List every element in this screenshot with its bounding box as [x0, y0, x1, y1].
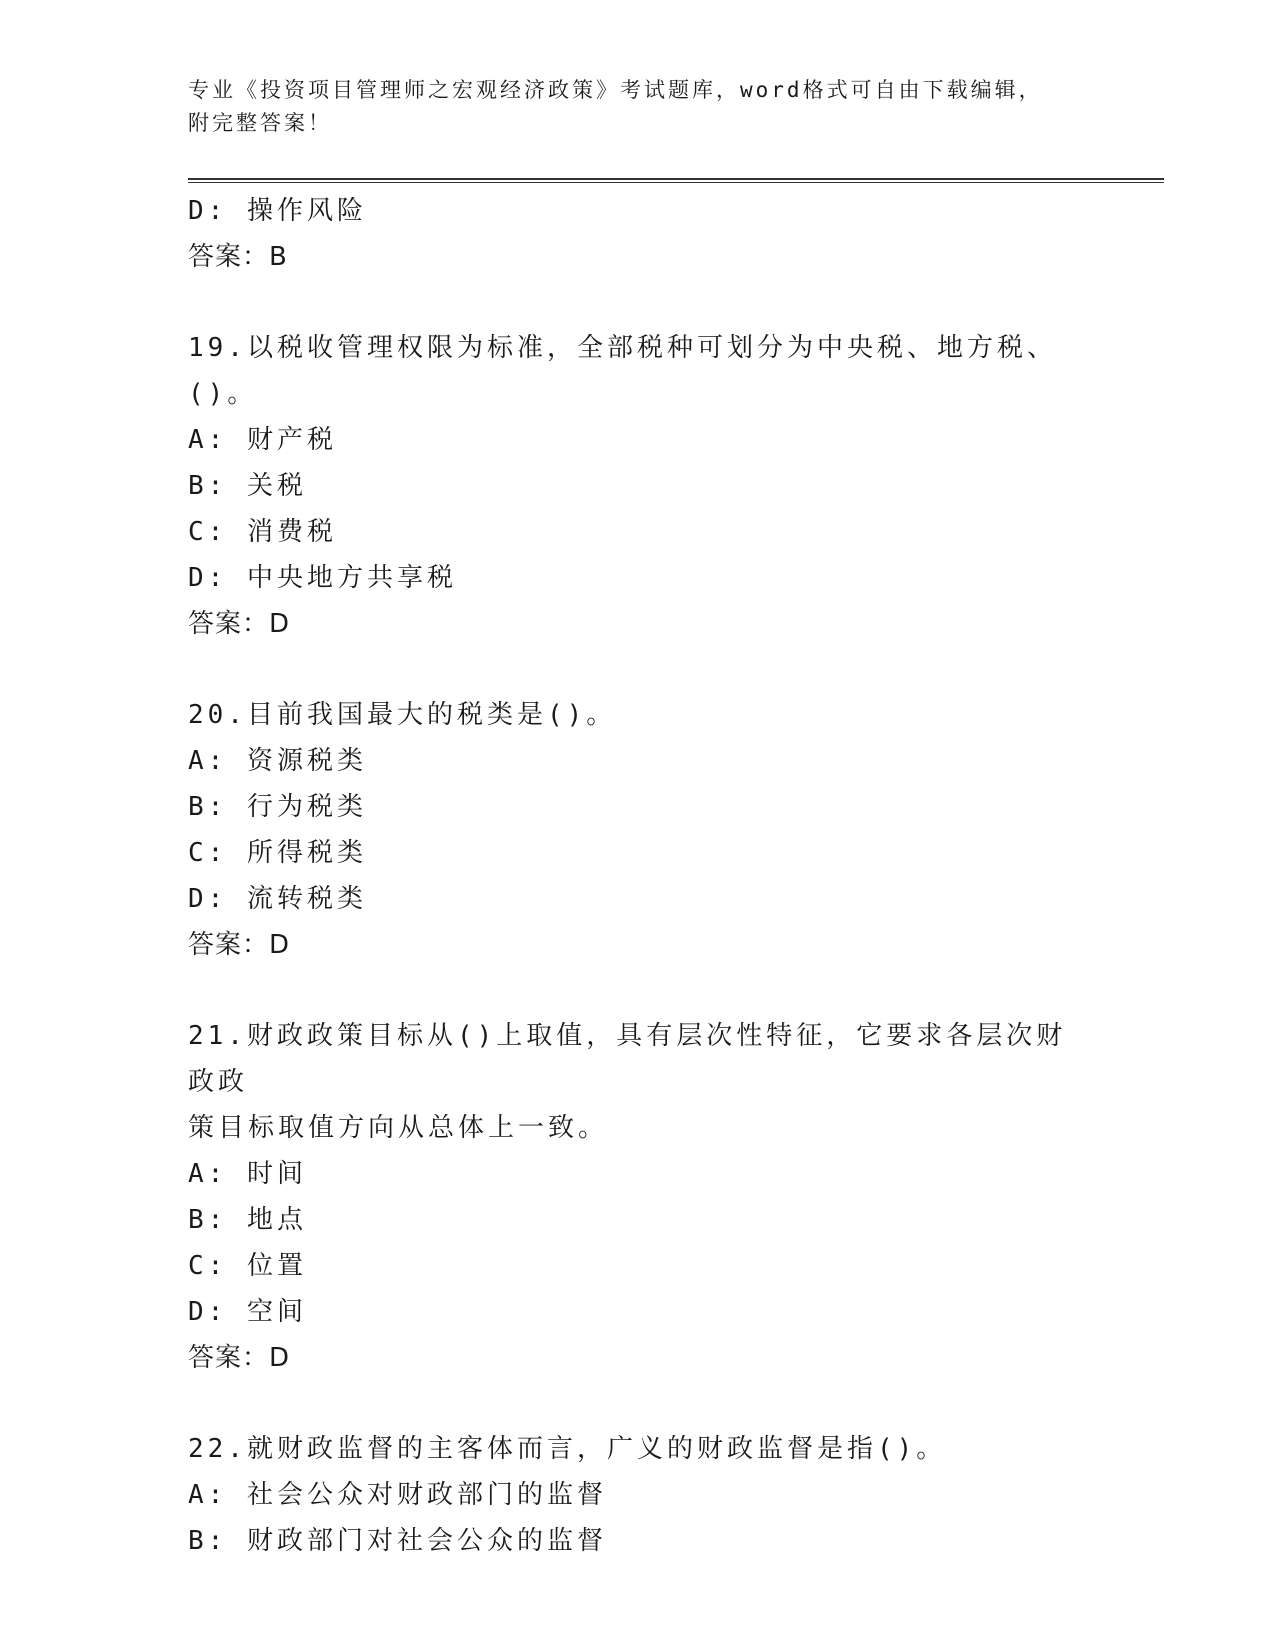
- question-21: [188, 1013, 1088, 1381]
- option-d: D: 操作风险: [188, 196, 367, 226]
- option-c: C: 位置: [188, 1251, 307, 1281]
- option-a: A: 社会公众对财政部门的监督: [188, 1480, 607, 1510]
- option-b: B: 地点: [188, 1205, 307, 1235]
- option-b: B: 财政部门对社会公众的监督: [188, 1526, 607, 1556]
- question-18-partial: [188, 188, 1088, 280]
- option-a: A: 时间: [188, 1159, 307, 1189]
- option-d: D: 中央地方共享税: [188, 563, 457, 593]
- option-b: B: 关税: [188, 471, 307, 501]
- question-22: [188, 1426, 1088, 1564]
- option-d: D: 空间: [188, 1297, 307, 1327]
- answer: 答案：D: [188, 1343, 291, 1373]
- question-stem: 19.以税收管理权限为标准，全部税种可划分为中央税、地方税、()。: [188, 333, 1057, 409]
- option-d: D: 流转税类: [188, 884, 367, 914]
- question-stem-line-2: 策目标取值方向从总体上一致。: [188, 1113, 609, 1143]
- question-19: [188, 325, 1088, 647]
- header-divider: [188, 178, 1164, 183]
- question-content: [188, 188, 1088, 1564]
- option-c: C: 消费税: [188, 517, 337, 547]
- header-line-1: 专业《投资项目管理师之宏观经济政策》考试题库，word格式可自由下载编辑，: [188, 78, 1043, 102]
- document-header: [188, 74, 1088, 140]
- question-20: [188, 692, 1088, 968]
- option-a: A: 财产税: [188, 425, 337, 455]
- question-stem: 20.目前我国最大的税类是()。: [188, 700, 617, 730]
- option-a: A: 资源税类: [188, 746, 367, 776]
- option-b: B: 行为税类: [188, 792, 367, 822]
- answer: 答案：B: [188, 242, 288, 272]
- header-line-2: 附完整答案！: [188, 111, 332, 135]
- answer: 答案：D: [188, 930, 291, 960]
- question-stem-line-1: 21.财政政策目标从()上取值，具有层次性特征，它要求各层次财政政: [188, 1021, 1067, 1097]
- option-c: C: 所得税类: [188, 838, 367, 868]
- question-stem: 22.就财政监督的主客体而言，广义的财政监督是指()。: [188, 1434, 947, 1464]
- answer: 答案：D: [188, 609, 291, 639]
